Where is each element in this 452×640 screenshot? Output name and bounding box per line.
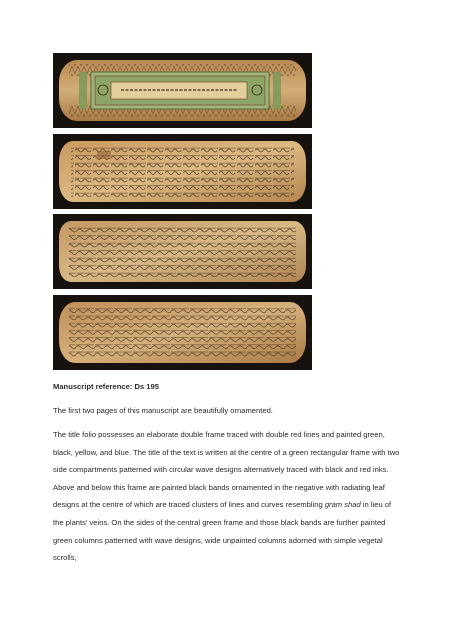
manuscript-reference: Manuscript reference: Ds 195 bbox=[53, 382, 159, 391]
manuscript-photo-text-folio-3 bbox=[53, 295, 312, 370]
manuscript-photo-text-folio-1 bbox=[53, 134, 312, 209]
description-text-part1: The title folio possesses an elaborate double frame traced with double red lines and painted green, black, yellow, and blue. The title of the text is written at the centre of a green rectangular frame with two side compartments patterned with circular wave designs alternatively traced with black and red inks. Above and below this frame are painted black bands ornamented in the negative with radiating leaf designs at the centre of which are traced clusters of lines and curves resembling bbox=[53, 430, 400, 510]
manuscript-photo-title-folio bbox=[53, 53, 312, 128]
description-text-part2: in lieu of the plants' veins. On the sides of the central green frame and those black bands are further painted green columns patterned with wave designs, wide unpainted columns adorned with simple vegetal scrolls, bbox=[53, 500, 392, 563]
manuscript-photo-text-folio-2 bbox=[53, 214, 312, 289]
intro-paragraph: The first two pages of this manuscript are beautifully ornamented. bbox=[53, 406, 273, 415]
description-paragraph bbox=[53, 426, 401, 567]
gram-shad-term: gram shad bbox=[324, 500, 361, 510]
